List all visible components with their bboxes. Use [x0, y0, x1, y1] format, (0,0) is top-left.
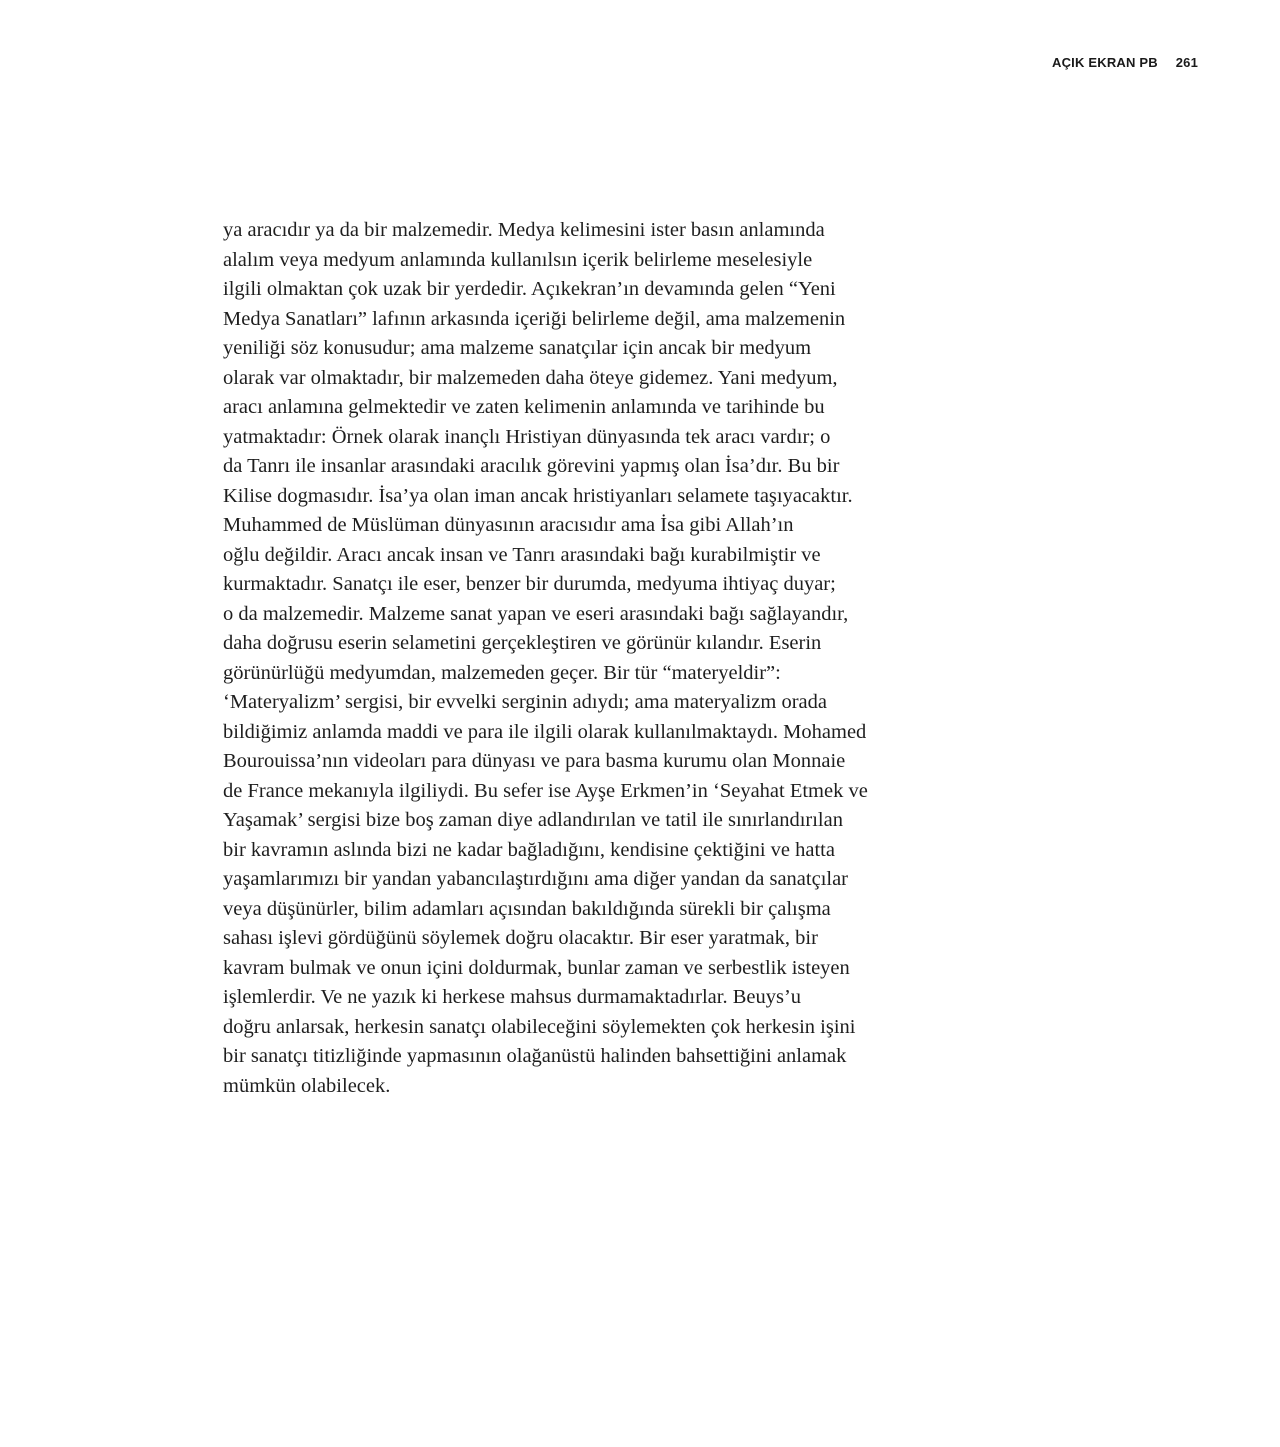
- text-line: bildiğimiz anlamda maddi ve para ile ilgili olarak kullanılmaktaydı. Mohamed: [223, 720, 867, 743]
- text-line: yeniliği söz konusudur; ama malzeme sanatçılar için ancak bir medyum: [223, 337, 812, 359]
- text-line: veya düşünürler, bilim adamları açısından bakıldığında sürekli bir çalışma: [223, 897, 831, 920]
- running-head: [1052, 55, 1198, 70]
- running-title: AÇIK EKRAN PB: [1052, 55, 1158, 70]
- text-line: sahası işlevi gördüğünü söylemek doğru olacaktır. Bir eser yaratmak, bir: [223, 927, 818, 949]
- text-line: Medya Sanatları” lafının arkasında içeriği belirleme değil, ama malzemenin: [223, 307, 846, 330]
- text-line: Kilise dogmasıdır. İsa’ya olan iman ancak hristiyanları selamete taşıyacaktır.: [223, 484, 853, 507]
- text-line: aracı anlamına gelmektedir ve zaten kelimenin anlamında ve tarihinde bu: [223, 396, 825, 418]
- text-line: o da malzemedir. Malzeme sanat yapan ve eseri arasındaki bağı sağlayandır,: [223, 602, 849, 625]
- text-line: alalım veya medyum anlamında kullanılsın içerik belirleme meselesiyle: [223, 248, 813, 271]
- text-line: ilgili olmaktan çok uzak bir yerdedir. Açıkekran’ın devamında gelen “Yeni: [223, 278, 836, 300]
- text-line: işlemlerdir. Ve ne yazık ki herkese mahsus durmamaktadırlar. Beuys’u: [223, 986, 802, 1008]
- text-line: daha doğrusu eserin selametini gerçekleştiren ve görünür kılandır. Eserin: [223, 632, 822, 654]
- text-line: mümkün olabilecek.: [223, 1074, 391, 1097]
- text-line: görünürlüğü medyumdan, malzemeden geçer. Bir tür “materyeldir”:: [223, 661, 781, 684]
- text-line: ya aracıdır ya da bir malzemedir. Medya kelimesini ister basın anlamında: [223, 219, 825, 241]
- text-line: kurmaktadır. Sanatçı ile eser, benzer bir durumda, medyuma ihtiyaç duyar;: [223, 573, 836, 595]
- page-number: 261: [1175, 55, 1198, 70]
- body-paragraph: [223, 216, 963, 1101]
- text-line: yatmaktadır: Örnek olarak inançlı Hristiyan dünyasında tek aracı vardır; o: [223, 425, 831, 448]
- text-line: Bourouissa’nın videoları para dünyası ve para basma kurumu olan Monnaie: [223, 750, 846, 772]
- text-line: bir kavramın aslında bizi ne kadar bağladığını, kendisine çektiğini ve hatta: [223, 838, 835, 861]
- text-line: yaşamlarımızı bir yandan yabancılaştırdığını ama diğer yandan da sanatçılar: [223, 868, 849, 890]
- text-line: da Tanrı ile insanlar arasındaki aracılık görevini yapmış olan İsa’dır. Bu bir: [223, 455, 840, 477]
- text-line: doğru anlarsak, herkesin sanatçı olabileceğini söylemekten çok herkesin işini: [223, 1015, 856, 1038]
- text-line: Yaşamak’ sergisi bize boş zaman diye adlandırılan ve tatil ile sınırlandırılan: [223, 809, 843, 831]
- text-line: olarak var olmaktadır, bir malzemeden daha öteye gidemez. Yani medyum,: [223, 366, 838, 389]
- text-line: bir sanatçı titizliğinde yapmasının olağanüstü halinden bahsettiğini anlamak: [223, 1045, 847, 1067]
- text-line: Muhammed de Müslüman dünyasının aracısıdır ama İsa gibi Allah’ın: [223, 514, 794, 536]
- text-line: oğlu değildir. Aracı ancak insan ve Tanrı arasındaki bağı kurabilmiştir ve: [223, 543, 821, 566]
- text-line: de France mekanıyla ilgiliydi. Bu sefer ise Ayşe Erkmen’in ‘Seyahat Etmek ve: [223, 779, 868, 802]
- text-line: ‘Materyalizm’ sergisi, bir evvelki serginin adıydı; ama materyalizm orada: [223, 691, 827, 713]
- text-line: kavram bulmak ve onun içini doldurmak, bunlar zaman ve serbestlik isteyen: [223, 956, 850, 979]
